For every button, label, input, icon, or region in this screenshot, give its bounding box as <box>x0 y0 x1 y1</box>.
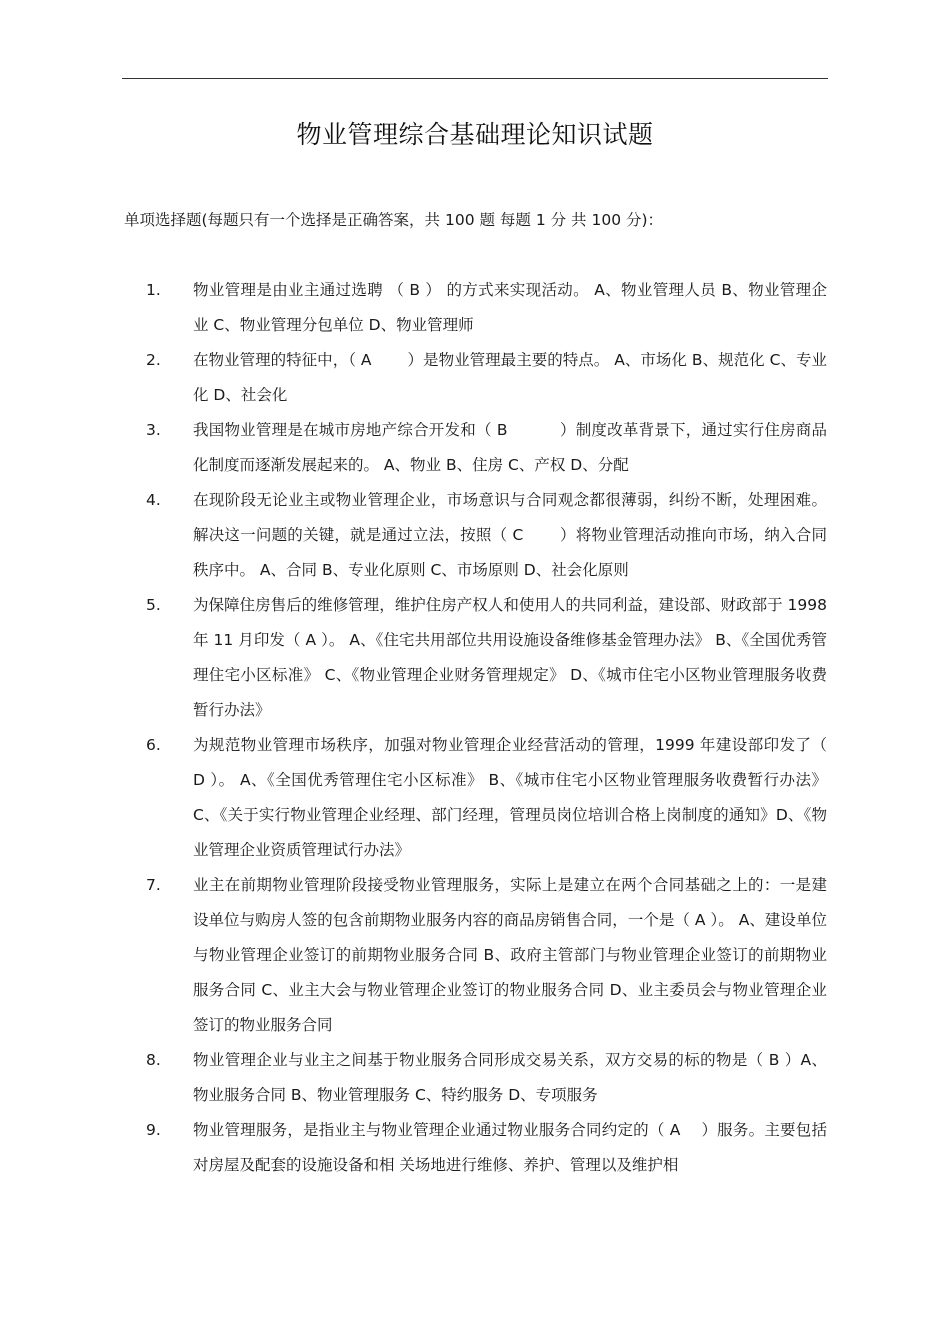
question-text: 在现阶段无论业主或物业管理企业，市场意识与合同观念都很薄弱，纠纷不断，处理困难。解决这一问题的关键，就是通过立法，按照（ C ）将物业管理活动推向市场，纳入合同秩序中。 A、合同 B、专业化原则 C、市场原则 D、社会化原则 <box>193 491 827 579</box>
question-item <box>0 728 950 868</box>
question-number: 8. <box>146 1051 161 1069</box>
question-number: 1. <box>146 281 161 299</box>
question-item <box>0 588 950 728</box>
question-text: 业主在前期物业管理阶段接受物业管理服务，实际上是建立在两个合同基础之上的：一是建设单位与购房人签的包含前期物业服务内容的商品房销售合同，一个是（ A ）。 A、建设单位与物业管理企业签订的前期物业服务合同 B、政府主管部门与物业管理企业签订的前期物业服务合同 C、业主大会与物业管理企业签订的物业服务合同 D、业主委员会与物业管理企业签订的物业服务合同 <box>193 876 827 1034</box>
question-item <box>0 1113 950 1183</box>
question-number: 9. <box>146 1121 161 1139</box>
question-text: 在物业管理的特征中，（ A ）是物业管理最主要的特点。 A、市场化 B、规范化 C、专业化 D、社会化 <box>193 351 827 404</box>
question-item <box>0 868 950 1043</box>
question-number: 2. <box>146 351 161 369</box>
question-item <box>0 413 950 483</box>
question-text: 物业管理是由业主通过选聘 （ B ） 的方式来实现活动。 A、物业管理人员 B、物业管理企业 C、物业管理分包单位 D、物业管理师 <box>193 281 827 334</box>
question-number: 3. <box>146 421 161 439</box>
question-number: 4. <box>146 491 161 509</box>
question-list <box>0 273 950 1183</box>
question-number: 7. <box>146 876 161 894</box>
header-rule <box>122 78 828 79</box>
question-text: 我国物业管理是在城市房地产综合开发和（ B ）制度改革背景下，通过实行住房商品化制度而逐渐发展起来的。 A、物业 B、住房 C、产权 D、分配 <box>193 421 827 474</box>
question-number: 6. <box>146 736 161 754</box>
question-item <box>0 1043 950 1113</box>
document-title: 物业管理综合基础理论知识试题 <box>296 120 654 149</box>
question-text: 为保障住房售后的维修管理，维护住房产权人和使用人的共同利益，建设部、财政部于 1998 年 11 月印发（ A ）。 A、《住宅共用部位共用设施设备维修基金管理办法》 B、《全国优秀管理住宅小区标准》 C、《物业管理企业财务管理规定》 D、《城市住宅小区物业管理服务收费暂行办法》 <box>193 596 827 719</box>
question-item <box>0 273 950 343</box>
question-text: 物业管理企业与业主之间基于物业服务合同形成交易关系，双方交易的标的物是（ B ）A、物业服务合同 B、物业管理服务 C、特约服务 D、专项服务 <box>193 1051 827 1104</box>
section-instructions: 单项选择题(每题只有一个选择是正确答案，共 100 题 每题 1 分 共 100 分)： <box>124 211 664 229</box>
question-text: 为规范物业管理市场秩序，加强对物业管理企业经营活动的管理，1999 年建设部印发了（ D ）。 A、《全国优秀管理住宅小区标准》 B、《城市住宅小区物业管理服务收费暂行办法》 C、《关于实行物业管理企业经理、部门经理，管理员岗位培训合格上岗制度的通知》D、《物业管理企业资质管理试行办法》 <box>193 736 827 859</box>
question-number: 5. <box>146 596 161 614</box>
question-text: 物业管理服务，是指业主与物业管理企业通过物业服务合同约定的（ A ）服务。主要包括对房屋及配套的设施设备和相 关场地进行维修、养护、管理以及维护相 <box>193 1121 827 1174</box>
question-item <box>0 343 950 413</box>
question-item <box>0 483 950 588</box>
